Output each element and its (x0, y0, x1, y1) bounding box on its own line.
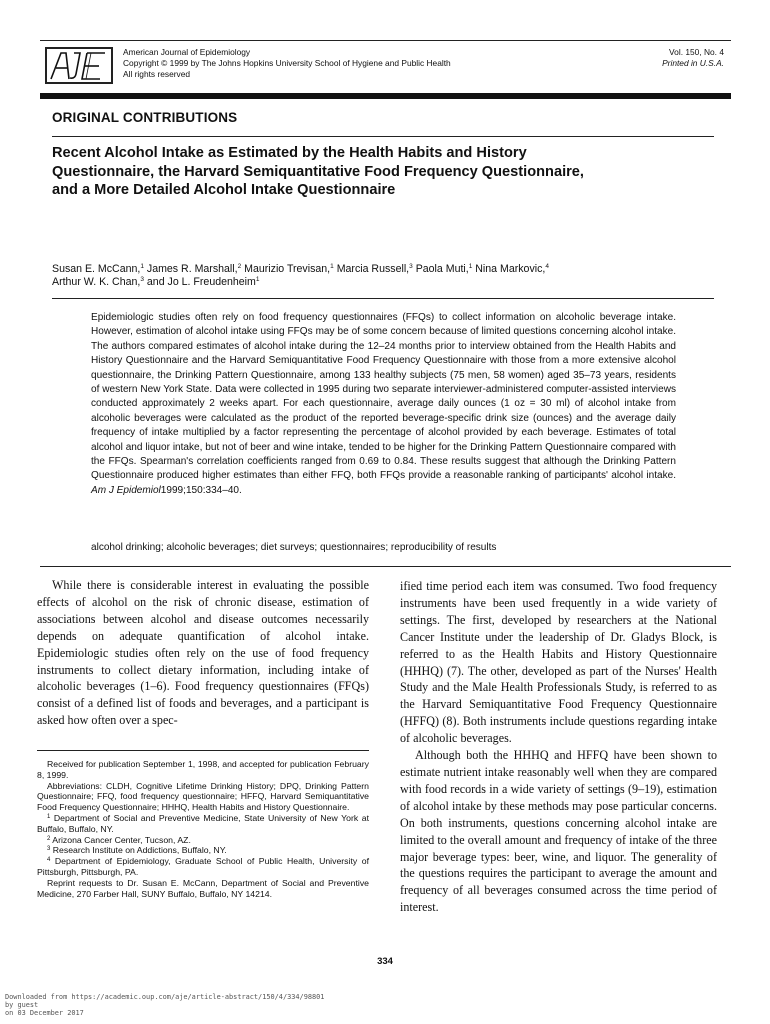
download-url: Downloaded from https://academic.oup.com/aje/article-abstract/150/4/334/98801 (5, 993, 325, 1001)
intro-paragraph: While there is considerable interest in evaluating the possible effects of alcohol on the risk of chronic disease, estimation of associations between alcohol and disease outcomes necessarily depends on adequate quantification of alcohol intake. Epidemiologic studies often rely on the use of food frequency instruments to collect dietary information, including intake of alcoholic beverages (1–6). Food frequency questionnaires (FFQs) consist of a defined list of foods and beverages, and a participant is asked how often over a spec- (37, 578, 369, 728)
copyright-line: Copyright © 1999 by The Johns Hopkins University School of Hygiene and Public Health (123, 57, 451, 68)
author: Paola Muti,$^1$ (415, 263, 473, 275)
footnotes (37, 759, 369, 899)
title-line-1: Recent Alcohol Intake as Estimated by the Health Habits and History (52, 145, 527, 161)
journal-logo (45, 47, 113, 84)
download-user: by guest (5, 1001, 39, 1010)
article-title (52, 144, 732, 200)
body-paragraph: ified time period each item was consumed. Two food frequency instruments have been used frequently in a wide variety of settings. The first, developed by researchers at the National Cancer Institute under the leadership of Dr. Gladys Block, is referred to as the Health Habits and History Questionnaire (HHHQ) (7). The other, developed as part of the Nurses' Health Study and the Male Health Professionals Study, is referred to as the Harvard Semiquantitative Food Frequency Questionnaire (HFFQ) (8). Both instruments include questions regarding intake of alcoholic beverages. (400, 579, 717, 746)
journal-info (123, 47, 451, 80)
author: Susan E. McCann,$^1$ (52, 263, 144, 275)
page-number: 334 (377, 956, 393, 967)
body-paragraph: Although both the HHHQ and HFFQ have been shown to estimate nutrient intake reasonably well when they are compared with food records in a wide variety of settings (9–19), estimation of alcohol intake by these methods may pose particular concerns. On both instruments, questions concerning alcohol intake are limited to the overall amount and frequency of intake of the three major beverage types: beer, wine, and liquor. The generality of the questions requires the participant to average the amount and frequency of all beverages consumed across the time period of interest. (400, 748, 717, 915)
download-date: on 03 December 2017 (5, 1009, 84, 1018)
footnote-affiliation: $^2$ Arizona Cancer Center, Tucson, AZ. (47, 834, 191, 845)
abstract (91, 311, 676, 498)
author: Maurizio Trevisan,$^1$ (244, 263, 334, 275)
title-line-2: Questionnaire, the Harvard Semiquantitative Food Frequency Questionnaire, (52, 163, 584, 180)
footnote-reprint: Reprint requests to Dr. Susan E. McCann, Department of Social and Preventive Medicine, 270 Farber Hall, SUNY Buffalo, Buffalo, NY 14214. (37, 877, 369, 899)
footnote-abbreviations: Abbreviations: CLDH, Cognitive Lifetime Drinking History; DPQ, Drinking Pattern Questionnaire; FFQ, food frequency questionnaire; HFFQ, Harvard Semiquantitative Food Frequency Questionnaire; HHHQ, Health Habits and History Questionnaire. (37, 780, 369, 813)
keywords: alcohol drinking; alcoholic beverages; diet surveys; questionnaires; reproducibility of results (91, 542, 497, 553)
volume-issue: Vol. 150, No. 4 (669, 47, 724, 57)
section-heading: ORIGINAL CONTRIBUTIONS (52, 110, 238, 125)
authors-rule (52, 298, 714, 299)
author: Arthur W. K. Chan,$^3$ (52, 276, 144, 289)
left-column (37, 577, 369, 729)
printed-location: Printed in U.S.A. (662, 57, 724, 68)
download-note (5, 993, 324, 1018)
rights-line: All rights reserved (123, 68, 191, 79)
footnote-affiliation: $^1$ Department of Social and Preventive Medicine, State University of New York at Buffalo, Buffalo, NY. (37, 812, 370, 834)
title-line-3: and a More Detailed Alcohol Intake Questionnaire (52, 182, 396, 199)
author: and Jo L. Freudenheim$^1$ (146, 276, 260, 289)
right-column (400, 578, 717, 916)
keywords-rule (40, 566, 731, 567)
author: Marcia Russell,$^3$ (336, 263, 413, 275)
journal-name: American Journal of Epidemiology (123, 47, 251, 57)
author: Nina Markovic,$^4$ (475, 263, 549, 275)
citation-details: 1999;150:334–40. (160, 484, 242, 496)
author: James R. Marshall,$^2$ (146, 263, 242, 275)
journal-volume-block (662, 47, 724, 69)
header-thick-rule (40, 93, 731, 99)
section-rule (52, 136, 714, 137)
abstract-body: Epidemiologic studies often rely on food frequency questionnaires (FFQs) to collect information on alcoholic beverage intake. However, estimation of alcohol intake using FFQs may be of some concern because of limited questions concerning alcohol intake. The authors compared estimates of alcohol intake during the 12–24 months prior to interview obtained from the Health Habits and History Questionnaire and the Harvard Semiquantitative Food Frequency Questionnaire with those from a more extensive alcohol questionnaire, the Drinking Pattern Questionnaire, among 133 healthy subjects (75 men, 58 women) aged 35–73 years, residents of western New York State. Data were collected in 1995 during two separate interviewer-administered computer-assisted interviews conducted approximately 2 weeks apart. For each questionnaire, average daily ounces (1 oz = 30 ml) of alcohol intake from alcoholic beverages were calculated as the product of the reported beverage-specific drink size (ounces) and the average daily frequency of intake multiplied by a factor representing the percentage of alcohol provided by each beverage. Estimates of total alcohol and liquor intake, but not of beer and wine intake, tended to be higher for the Drinking Pattern Questionnaire compared with the FFQs. Spearman's correlation coefficients ranged from 0.69 to 0.84. These results suggest that although the Drinking Pattern Questionnaire produced higher estimates than either FFQ, both FFQs provide a reasonable ranking of participants' alcohol intake. (91, 312, 676, 482)
author-list (52, 263, 732, 290)
footnote-affiliation: $^3$ Research Institute on Addictions, Buffalo, NY. (47, 845, 227, 856)
aje-logo-icon (47, 49, 111, 82)
footnote-rule (37, 750, 369, 751)
header-top-rule (40, 40, 731, 41)
footnote-affiliation: $^4$ Department of Epidemiology, Graduate School of Public Health, University of Pittsburgh, Pittsburgh, PA. (37, 856, 369, 877)
citation-journal: Am J Epidemiol (91, 484, 161, 496)
footnote-received: Received for publication September 1, 1998, and accepted for publication February 8, 1999. (37, 759, 369, 780)
